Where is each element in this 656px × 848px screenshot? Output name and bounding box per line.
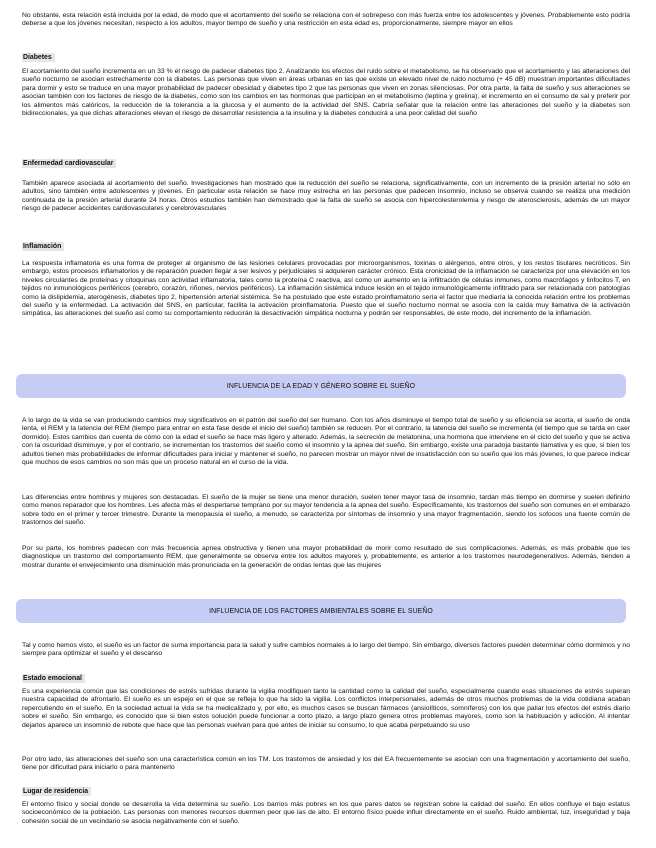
heading-cardiovascular: Enfermedad cardiovascular [22,159,116,168]
paragraph-edad-1: A lo largo de la vida se van produciendo cambios muy significativos en el patrón del sueño del ser humano. Con los años disminuye el tiempo total de sueño y su eficiencia se acorta, el sueño de onda lenta, el REM y la latencia del REM (tiempo para entrar en esta fase desde el inicio del sueño) también se reducen. Por el contrario, la latencia del sueño se incrementa (el tiempo que se tarda en caer dormido). Estos cambios dan cuenta de cómo con la edad el sueño se hace más ligero y alterado. Además, la secreción de melatonina, una hormona que interviene en el ciclo del sueño y que se activa con la oscuridad disminuye, y por el contrario, se incrementan los trastornos del sueño como el insomnio y la apnea del sueño. Sin embargo, existe una paradoja bastante llamativa y es que, si bien los adultos tienen más probabilidades de informar dificultades para iniciar y mantener el sueño, no parecen mostrar un mayor nivel de insatisfacción con su sueño que los más jóvenes, lo que parece indicar que muchos de esos cambios no son más que un proceso natural en el curso de la vida. [22,417,630,467]
paragraph-edad-3: Por su parte, los hombres padecen con más frecuencia apnea obstructiva y tienen una mayor probabilidad de morir como resultado de sus complicaciones. Además, es más probable que les diagnostique un trastorno del comportamiento REM, que generalmente se observa entre los adultos mayores y, probablemente, es anterior a los trastornos neurodegenerativos. Además, tienden a mostrar durante el envejecimiento una disminución más pronunciada en la generación de ondas lentas que las mujeres [22,545,630,569]
section-band-edad-title: INFLUENCIA DE LA EDAD Y GÉNERO SOBRE EL SUEÑO [226,382,416,390]
paragraph-emocional-1: Es una experiencia común que las condiciones de estrés sufridas durante la vigilia modifiquen tanto la cantidad como la calidad del sueño, especialmente cuando esas situaciones de estrés superan nuestra capacidad de afrontarlo. El sueño es un espejo en el que se refleja lo que ha sido la vigilia. Los conflictos interpersonales, además de otros muchos problemas de la vida cotidiana acaban repercutiendo en el sueño. En la sociedad actual la vida se ha medicalizado y, por ello, es muchos casos se buscan fármacos (ansiolíticos, somníferos) con los que paliar los efectos del estrés diario sobre el sueño. Sin embargo, es conocido que si bien estos solución puede funcionar a corto plazo, a largo plazo genera otros problemas mayores, como son la habituación y adicción. Al intentar dejarlos aparece un insomnio de rebote que hace que las personas vuelvan para que antes de iniciar su consumo, lo que acaba perpetuando su uso [22,688,630,729]
paragraph-diabetes: El acortamiento del sueño incrementa en un 33 % el riesgo de padecer diabetes tipo 2. Analizando los efectos del ruido sobre el metabolismo, se ha observado que el acortamiento y las alteraciones del sueño nocturno se asocian estrechamente con la diabetes. Las personas que viven en áreas urbanas en las que existe un elevado nivel de ruido nocturno (+ 45 dB) muestran importantes dificultades para dormir y esto se traduce en una mayor probabilidad de padecer obesidad y diabetes tipo 2 que las personas que viven en zonas silenciosas. Por otra parte, la falta de sueño y sus alteraciones se asocian también con los factores de riesgo de la diabetes, como son los cambios en las hormonas que participan en el metabolismo (leptina y grelina), el incremento en el consumo de sal y preferir por los alimentos más calóricos, la reducción de la tolerancia a la glucosa y el aumento de la actividad del SNS. Cabría señalar que la relación entre las alteraciones del sueño y la diabetes son bidireccionales, ya que dichas alteraciones elevan el riesgo de desarrollar resistencia a la insulina y la diabetes conducirá a una peor calidad del sueño [22,68,630,118]
section-band-ambiente-title: INFLUENCIA DE LOS FACTORES AMBIENTALES SOBRE EL SUEÑO [209,607,433,615]
paragraph-emocional-2: Por otro lado, las alteraciones del sueño son una característica común en los TM. Los trastornos de ansiedad y los del EA frecuentemente se asocian con una fragmentación y acortamiento del sueño, tiene por dificultad para iniciarlo o para mantenerlo [22,756,630,772]
paragraph-inflamacion: La respuesta inflamatoria es una forma de proteger al organismo de las lesiones celulares provocadas por microorganismos, toxinas o alérgenos, entre otros, y los restos tisulares necróticos. Sin embargo, estos procesos inflamatorios y de reparación pueden llegar a ser lesivos y perjudiciales si adquieren carácter crónico. Esta cronicidad de la inflamación se caracteriza por una elevación en los niveles circulantes de proteínas y citoquinas con actividad inflamatoria, tales como la proteína C reactiva, así como un aumento en la infiltración de células inmunes, como macrófagos y linfocitos T, en tejidos no inmunológicos periféricos (cerebro, corazón, riñones, nervios periféricos). La inflamación sistémica induce lesión en el tejido inmunológicamente infiltrado para ser relacionada con patologías como la dislipidemia, aterogénesis, diabetes tipo 2, hipertensión arterial sistémica. Se ha postulado que este estado proinflamatorio sería el factor que mediaría la conocida relación entre los problemas del sueño y la enfermedad. La activación del SNS, en particular, facilita la activación proinflamatoria. Puesto que el sueño nocturno normal se asocia con la caída muy llamativa de la activación simpática, las alteraciones del sueño así como su comportamiento reducirán la desactivación simpática nocturna y podrán ser responsables, de este modo, del incremento de la inflamación. [22,260,630,318]
heading-estado-emocional: Estado emocional [22,674,85,683]
paragraph-residencia: El entorno físico y social donde se desarrolla la vida determina su sueño. Los barrios más pobres en los que pares datos se registran sobre la calidad del sueño. En ellos confluye el bajo estatus socioeconómico de la población. Las personas con menores recursos duermen peor que las de alto. El entorno físico puede influir directamente en el sueño. Ruido ambiental, luz, inseguridad y baja cohesión social de un vecindario se asocia negativamente con el sueño. [22,801,630,825]
section-band-ambiente [16,599,626,623]
paragraph-cardiovascular: También aparece asociada al acortamiento del sueño. Investigaciones han mostrado que la reducción del sueño se relaciona, significativamente, con un incremento de la presión arterial no sólo en adultos, sino también entre adolescentes y jóvenes. En particular esta relación se hace muy estrecha en las personas que padecen insomnio, incluso se observa cuando se realiza una medición continuada de la presión arterial durante 24 horas. Otros estudios también han demostrado que la falta de sueño se asocia con hipercolesterolemia y riesgo de aterosclerosis, además de un mayor riesgo de padecer accidentes cardiovasculares y cerebrovasculares [22,180,630,213]
paragraph-edad-2: Las diferencias entre hombres y mujeres son destacadas. El sueño de la mujer se tiene una menor duración, suelen tener mayor tasa de insomnio, tardan más tiempo en dormirse y suelen definirlo como menos reparador que los hombres. Les afecta más el despertarse temprano por su mayor tendencia a la apnea del sueño. Específicamente, los trastornos del sueño son comunes en el embarazo sobre todo en el primer y tercer trimestre. Durante la menopausia el sueño, a menudo, se caracteriza por síntomas de insomnio y una mayor fragmentación, siendo los sofocos una fuente común de trastornos del sueño. [22,494,630,527]
heading-diabetes: Diabetes [22,53,55,62]
heading-lugar-residencia: Lugar de residencia [22,787,91,796]
section-band-edad [16,374,626,398]
heading-inflamacion: Inflamación [22,242,64,251]
paragraph-ambiente: Tal y como hemos visto, el sueño es un factor de suma importancia para la salud y sufre cambios normales a lo largo del tiempo. Sin embargo, diversos factores pueden determinar cómo dormimos y no siempre para optimizar el sueño y el descanso [22,642,630,658]
paragraph-intro: No obstante, esta relación está incluida por la edad, de modo que el acortamiento del sueño se relaciona con el sobrepeso con más fuerza entre los adolescentes y jóvenes. Probablemente esto podría deberse a que los jóvenes necesitan, respecto a los adultos, mayor tiempo de sueño y una restricción en esta edad es, proporcionalmente, siempre mayor en ellos [22,12,630,28]
